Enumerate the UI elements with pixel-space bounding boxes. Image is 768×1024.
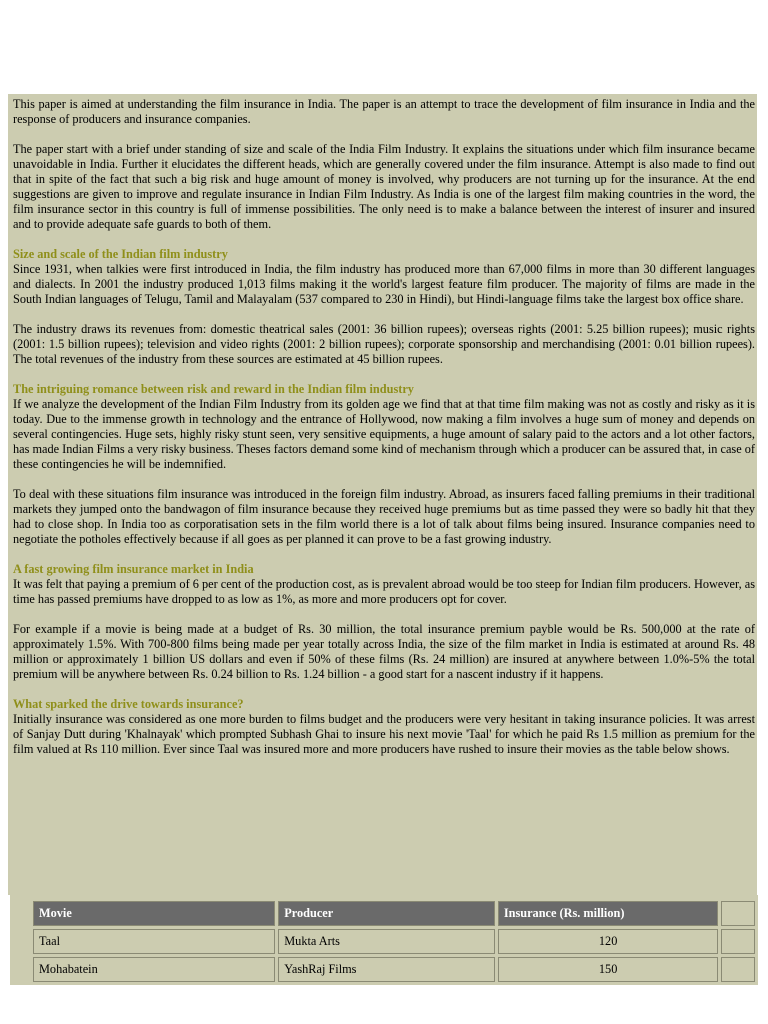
table-edge-cell [721, 957, 755, 982]
section-paragraph: If we analyze the development of the Indian Film Industry from its golden age we find that at that time film making was not as costly and risky as it is today. Due to the immense growth in technology and the entrance of Hollywood, now making a film involves a huge sum of money and depends on several contingencies. Huge sets, highly risky stunt seen, very sensitive equipments, a huge amount of salary paid to the actors and a lot other factors, has made Indian Films a very risky business. Theses factors demand some kind of mechanism through which a producer can be assured that, in case of these contingencies he will be indemnified. [13, 397, 755, 471]
intro-paragraph: This paper is aimed at understanding the film insurance in India. The paper is an attempt to trace the development of film insurance in India and the response of producers and insurance companies. [13, 97, 755, 126]
section-heading: A fast growing film insurance market in India [13, 562, 254, 576]
section-paragraph: It was felt that paying a premium of 6 per cent of the production cost, as is prevalent abroad would be too steep for Indian film producers. However, as time has passed premiums have dropped to as low as 1%, as more and more producers opt for cover. [13, 577, 755, 606]
table-edge-cell [721, 901, 755, 926]
section-paragraph: Initially insurance was considered as one more burden to films budget and the producers were very hesitant in taking insurance policies. It was arrest of Sanjay Dutt during 'Khalnayak' which prompted Subhash Ghai to insure his next movie 'Taal' for which he paid Rs 1.5 million as premium for the film valued at Rs 110 million. Ever since Taal was insured more and more producers have rushed to insure their movies as the table below shows. [13, 712, 755, 756]
section-risk-reward [13, 382, 755, 547]
column-header-movie: Movie [33, 901, 275, 926]
column-header-producer: Producer [278, 901, 495, 926]
section-heading: Size and scale of the Indian film industry [13, 247, 228, 261]
intro-paragraph: The paper start with a brief under standing of size and scale of the India Film Industry. It explains the situations under which film insurance became unavoidable in India. Further it elucidates the different heads, which are generally covered under the film insurance. Attempt is also made to find out that in spite of the fact that such a big risk and huge amount of money is involved, why producers are not turning up for the insurance. At the end suggestions are given to improve and regulate insurance in Indian Film Industry. As India is one of the largest film making countries in the word, the film insurance sector in this country is full of immense possibilities. The only need is to make a balance between the interest of insurer and insured and to provide adequate safe guards to both of them. [13, 142, 755, 231]
cell-movie: Taal [33, 929, 275, 954]
cell-insurance: 120 [498, 929, 719, 954]
cell-insurance: 150 [498, 957, 719, 982]
table-row [33, 957, 755, 982]
cell-producer: Mukta Arts [278, 929, 495, 954]
article-body [13, 97, 755, 772]
section-paragraph: To deal with these situations film insurance was introduced in the foreign film industry. Abroad, as insurers faced falling premiums in their traditional markets they jumped onto the bandwagon of film insurance because they received huge premiums but as time passed they were so badly hit that they had to close shop. In India too as corporatisation sets in the film world there is a lot of talk about films being insured. Insurance companies need to negotiate the potholes effectively because if all goes as per planned it can prove to be a fast growing industry. [13, 487, 755, 546]
table-row [33, 929, 755, 954]
section-heading: The intriguing romance between risk and reward in the Indian film industry [13, 382, 414, 396]
section-paragraph: Since 1931, when talkies were first introduced in India, the film industry has produced more than 67,000 films in more than 30 different languages and dialects. In 2001 the industry produced 1,013 films making it the world's largest feature film producer. The majority of films are made in the South Indian languages of Telugu, Tamil and Malayalam (537 compared to 230 in Hindi), but Hindi-language films take the largest box office share. [13, 262, 755, 306]
cell-movie: Mohabatein [33, 957, 275, 982]
column-header-insurance: Insurance (Rs. million) [498, 901, 719, 926]
insurance-table-panel [10, 895, 758, 985]
section-drive-insurance [13, 697, 755, 757]
table-header-row [33, 901, 755, 926]
cell-producer: YashRaj Films [278, 957, 495, 982]
section-growing-market [13, 562, 755, 682]
section-size-scale [13, 247, 755, 367]
insurance-table [30, 898, 758, 985]
section-paragraph: The industry draws its revenues from: domestic theatrical sales (2001: 36 billion rupees); overseas rights (2001: 5.25 billion rupees); music rights (2001: 1.5 billion rupees); television and video rights (2001: 2 billion rupees); corporate sponsorship and merchandising (2001: 0.01 billion rupees). The total revenues of the industry from these sources are estimated at 45 billion rupees. [13, 322, 755, 366]
table-edge-cell [721, 929, 755, 954]
section-heading: What sparked the drive towards insurance? [13, 697, 244, 711]
section-paragraph: For example if a movie is being made at a budget of Rs. 30 million, the total insurance premium payble would be Rs. 500,000 at the rate of approximately 1.5%. With 700-800 films being made per year totally across India, the size of the film market in India is estimated at around Rs. 48 million or approximately 1 billion US dollars and even if 50% of these films (Rs. 24 million) are insured at anywhere between 1.0%-5% the total premium will be anywhere between Rs. 0.24 billion to Rs. 1.24 billion - a good start for a nascent industry if it happens. [13, 622, 755, 681]
